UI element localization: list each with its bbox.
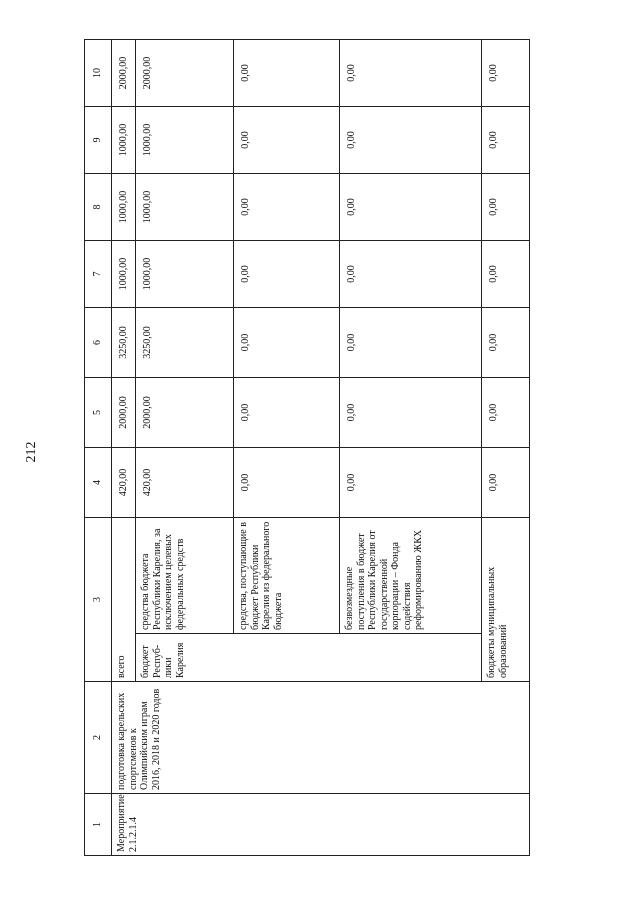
table-cell: 0,00	[482, 107, 530, 174]
table-cell: 0,00	[340, 107, 482, 174]
column-number: 1	[85, 794, 112, 856]
column-number: 7	[85, 241, 112, 308]
table-cell: 0,00	[482, 241, 530, 308]
table-cell: 2000,00	[112, 378, 136, 448]
table-cell: 1000,00	[112, 241, 136, 308]
table-cell: 1000,00	[112, 174, 136, 241]
table-cell: 0,00	[234, 308, 340, 378]
table-cell: 0,00	[482, 308, 530, 378]
rotated-table	[84, 40, 530, 856]
table-cell: 0,00	[340, 241, 482, 308]
table-cell: 0,00	[340, 174, 482, 241]
table-cell: 0,00	[482, 40, 530, 107]
column-number: 4	[85, 448, 112, 518]
measure-code: Мероприятие 2.1.2.1.4	[112, 794, 530, 856]
table-cell: 0,00	[234, 448, 340, 518]
table-row	[112, 40, 136, 856]
table-cell: 3250,00	[136, 308, 234, 378]
table-cell: 0,00	[482, 378, 530, 448]
table-cell: 0,00	[340, 40, 482, 107]
table-cell: 0,00	[234, 241, 340, 308]
table-cell: 1000,00	[136, 174, 234, 241]
column-number: 6	[85, 308, 112, 378]
measure-name: подготовка карельских спортсменов к Олимпийским играм 2016, 2018 и 2020 годов	[112, 682, 530, 794]
table-cell: 420,00	[112, 448, 136, 518]
table-cell: 2000,00	[112, 40, 136, 107]
column-number: 3	[85, 518, 112, 682]
table-cell: 0,00	[340, 378, 482, 448]
row-label-federal-funds: средства, поступающие в бюджет Республики Карелия из федерального бюджета	[234, 518, 340, 634]
table-cell: 420,00	[136, 448, 234, 518]
table-cell: 1000,00	[112, 107, 136, 174]
table-container	[84, 40, 530, 856]
table-cell: 2000,00	[136, 40, 234, 107]
table-cell: 0,00	[234, 40, 340, 107]
table-cell: 3250,00	[112, 308, 136, 378]
funding-table	[84, 39, 530, 856]
table-cell: 0,00	[340, 448, 482, 518]
column-number: 5	[85, 378, 112, 448]
column-number-row	[85, 40, 112, 856]
table-cell: 0,00	[482, 174, 530, 241]
column-number: 9	[85, 107, 112, 174]
table-cell: 0,00	[482, 448, 530, 518]
row-label-rk-budget: бюджет Респуб-лики Карелия	[136, 634, 482, 682]
row-label-total: всего	[112, 518, 136, 682]
table-cell: 0,00	[340, 308, 482, 378]
page-number: 212	[24, 441, 39, 463]
table-cell: 1000,00	[136, 241, 234, 308]
table-cell: 1000,00	[136, 107, 234, 174]
table-cell: 0,00	[234, 107, 340, 174]
column-number: 2	[85, 682, 112, 794]
table-cell: 0,00	[234, 174, 340, 241]
row-label-own-funds: средства бюджета Республики Карелия, за исключением целевых федеральных средств	[136, 518, 234, 634]
table-cell: 0,00	[234, 378, 340, 448]
column-number: 10	[85, 40, 112, 107]
column-number: 8	[85, 174, 112, 241]
row-label-municipal: бюджеты муниципальных образований	[482, 518, 530, 682]
row-label-gratuitous-funds: безвозмездные поступления в бюджет Республики Карелия от государственной корпорации – Фонда содействия реформированию ЖКХ	[340, 518, 482, 634]
table-cell: 2000,00	[136, 378, 234, 448]
